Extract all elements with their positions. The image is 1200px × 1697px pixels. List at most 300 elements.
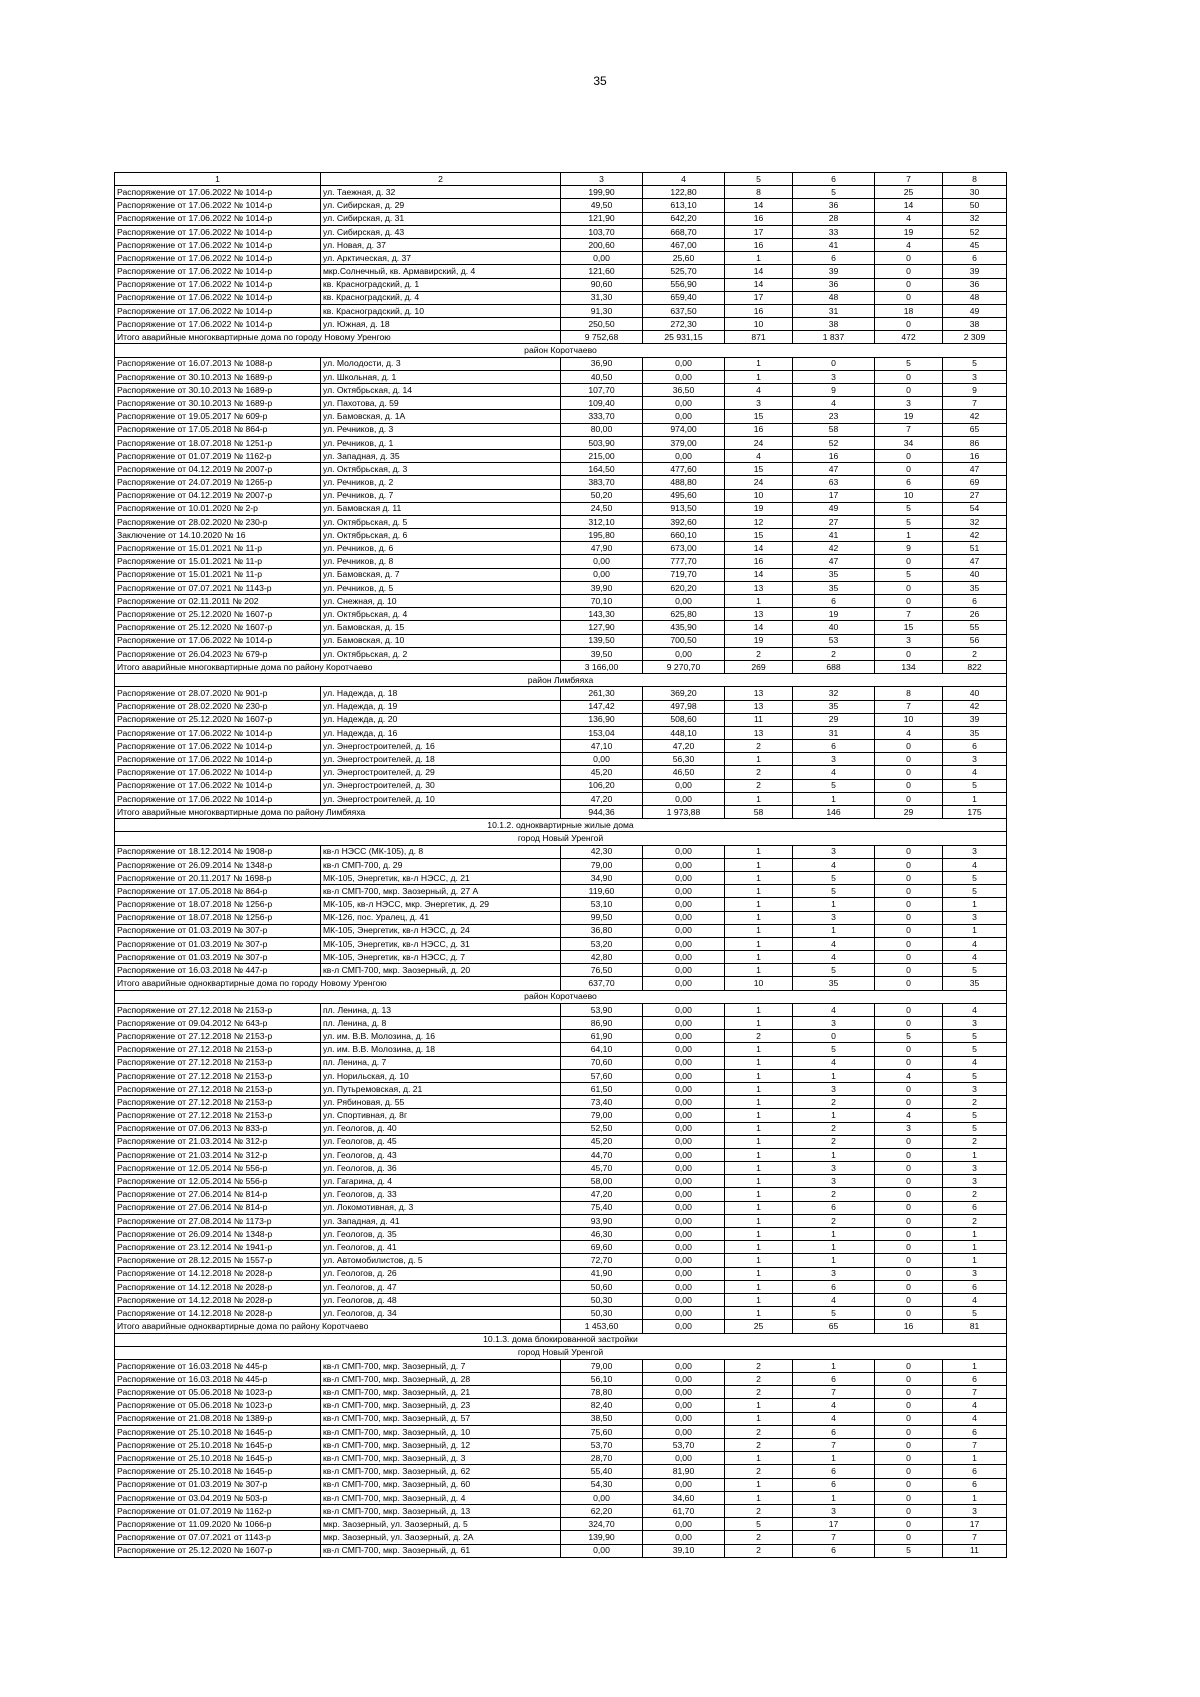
value-cell: 1 bbox=[725, 1109, 793, 1122]
table-row bbox=[115, 1531, 1007, 1544]
value-cell: 6 bbox=[943, 740, 1007, 753]
value-cell: 0,00 bbox=[561, 1544, 643, 1557]
table-row bbox=[115, 436, 1007, 449]
value-cell: 2 bbox=[793, 1096, 875, 1109]
value-cell: 36,90 bbox=[561, 357, 643, 370]
value-cell: 27 bbox=[943, 489, 1007, 502]
document-cell: Распоряжение от 17.06.2022 № 1014-р bbox=[115, 779, 321, 792]
value-cell: 0,00 bbox=[643, 792, 725, 805]
value-cell: 637,50 bbox=[643, 304, 725, 317]
value-cell: 3 bbox=[725, 397, 793, 410]
table-row bbox=[115, 713, 1007, 726]
value-cell: 5 bbox=[943, 779, 1007, 792]
document-cell: Распоряжение от 04.12.2019 № 2007-р bbox=[115, 463, 321, 476]
table-row bbox=[115, 199, 1007, 212]
table-row bbox=[115, 476, 1007, 489]
total-row bbox=[115, 660, 1007, 673]
table-row bbox=[115, 1293, 1007, 1306]
value-cell: 50,20 bbox=[561, 489, 643, 502]
value-cell: 64,10 bbox=[561, 1043, 643, 1056]
value-cell: 324,70 bbox=[561, 1518, 643, 1531]
document-cell: Распоряжение от 18.12.2014 № 1908-р bbox=[115, 845, 321, 858]
value-cell: 136,90 bbox=[561, 713, 643, 726]
value-cell: 3 bbox=[943, 1082, 1007, 1095]
value-cell: 6 bbox=[943, 595, 1007, 608]
value-cell: 2 bbox=[793, 1188, 875, 1201]
value-cell: 660,10 bbox=[643, 529, 725, 542]
address-cell: кв-л СМП-700, мкр. Заозерный, д. 61 bbox=[321, 1544, 561, 1557]
value-cell: 153,04 bbox=[561, 726, 643, 739]
value-cell: 0 bbox=[875, 595, 943, 608]
value-cell: 6 bbox=[943, 252, 1007, 265]
value-cell: 3 bbox=[793, 1504, 875, 1517]
value-cell: 1 bbox=[725, 1017, 793, 1030]
value-cell: 0 bbox=[875, 885, 943, 898]
value-cell: 7 bbox=[943, 397, 1007, 410]
value-cell: 0,00 bbox=[643, 595, 725, 608]
address-cell: кв. Красноградский, д. 4 bbox=[321, 291, 561, 304]
value-cell: 40 bbox=[943, 687, 1007, 700]
total-value: 35 bbox=[943, 977, 1007, 990]
value-cell: 0,00 bbox=[643, 1359, 725, 1372]
value-cell: 3 bbox=[943, 370, 1007, 383]
value-cell: 1 bbox=[725, 1188, 793, 1201]
value-cell: 2 bbox=[725, 1386, 793, 1399]
table-row bbox=[115, 252, 1007, 265]
page-number: 35 bbox=[593, 74, 607, 88]
value-cell: 24 bbox=[725, 436, 793, 449]
table-row bbox=[115, 1373, 1007, 1386]
table-row bbox=[115, 357, 1007, 370]
table-row bbox=[115, 595, 1007, 608]
table-row bbox=[115, 1465, 1007, 1478]
address-cell: ул. Таежная, д. 32 bbox=[321, 186, 561, 199]
table-row bbox=[115, 964, 1007, 977]
value-cell: 4 bbox=[943, 1003, 1007, 1016]
table-row bbox=[115, 1188, 1007, 1201]
total-value: 58 bbox=[725, 806, 793, 819]
value-cell: 195,80 bbox=[561, 529, 643, 542]
address-cell: ул. Арктическая, д. 37 bbox=[321, 252, 561, 265]
table-row bbox=[115, 885, 1007, 898]
value-cell: 2 bbox=[725, 740, 793, 753]
value-cell: 86,90 bbox=[561, 1017, 643, 1030]
value-cell: 28 bbox=[793, 212, 875, 225]
value-cell: 4 bbox=[875, 238, 943, 251]
value-cell: 3 bbox=[793, 911, 875, 924]
value-cell: 2 bbox=[793, 1122, 875, 1135]
value-cell: 7 bbox=[875, 608, 943, 621]
document-cell: Распоряжение от 16.03.2018 № 447-р bbox=[115, 964, 321, 977]
value-cell: 3 bbox=[943, 1162, 1007, 1175]
table-row bbox=[115, 397, 1007, 410]
value-cell: 55,40 bbox=[561, 1465, 643, 1478]
value-cell: 5 bbox=[875, 1544, 943, 1557]
value-cell: 19 bbox=[725, 634, 793, 647]
document-cell: Заключение от 14.10.2020 № 16 bbox=[115, 529, 321, 542]
table-row bbox=[115, 937, 1007, 950]
value-cell: 613,10 bbox=[643, 199, 725, 212]
value-cell: 1 bbox=[725, 871, 793, 884]
value-cell: 52 bbox=[793, 436, 875, 449]
value-cell: 0,00 bbox=[643, 1241, 725, 1254]
value-cell: 17 bbox=[793, 1518, 875, 1531]
value-cell: 2 bbox=[793, 1135, 875, 1148]
value-cell: 0 bbox=[875, 911, 943, 924]
value-cell: 121,60 bbox=[561, 265, 643, 278]
value-cell: 5 bbox=[943, 964, 1007, 977]
value-cell: 90,60 bbox=[561, 278, 643, 291]
value-cell: 0 bbox=[875, 1082, 943, 1095]
value-cell: 63 bbox=[793, 476, 875, 489]
value-cell: 11 bbox=[943, 1544, 1007, 1557]
value-cell: 76,50 bbox=[561, 964, 643, 977]
address-cell: ул. Октябрьская, д. 6 bbox=[321, 529, 561, 542]
section-heading-row bbox=[115, 344, 1007, 357]
value-cell: 53,10 bbox=[561, 898, 643, 911]
document-cell: Распоряжение от 28.02.2020 № 230-р bbox=[115, 700, 321, 713]
total-value: 81 bbox=[943, 1320, 1007, 1333]
value-cell: 6 bbox=[943, 1425, 1007, 1438]
value-cell: 777,70 bbox=[643, 555, 725, 568]
value-cell: 3 bbox=[793, 1082, 875, 1095]
value-cell: 15 bbox=[725, 463, 793, 476]
value-cell: 19 bbox=[793, 608, 875, 621]
value-cell: 18 bbox=[875, 304, 943, 317]
table-row bbox=[115, 1056, 1007, 1069]
value-cell: 39,90 bbox=[561, 581, 643, 594]
address-cell: кв-л СМП-700, мкр. Заозерный, д. 23 bbox=[321, 1399, 561, 1412]
document-cell: Распоряжение от 05.06.2018 № 1023-р bbox=[115, 1386, 321, 1399]
value-cell: 3 bbox=[943, 1267, 1007, 1280]
value-cell: 14 bbox=[725, 199, 793, 212]
document-cell: Распоряжение от 28.07.2020 № 901-р bbox=[115, 687, 321, 700]
value-cell: 1 bbox=[725, 792, 793, 805]
value-cell: 0 bbox=[875, 291, 943, 304]
value-cell: 6 bbox=[943, 1280, 1007, 1293]
value-cell: 0 bbox=[875, 951, 943, 964]
section-heading-row bbox=[115, 1333, 1007, 1346]
value-cell: 1 bbox=[725, 937, 793, 950]
value-cell: 5 bbox=[725, 1518, 793, 1531]
document-cell: Распоряжение от 27.12.2018 № 2153-р bbox=[115, 1003, 321, 1016]
value-cell: 2 bbox=[943, 1188, 1007, 1201]
value-cell: 50,60 bbox=[561, 1280, 643, 1293]
value-cell: 70,60 bbox=[561, 1056, 643, 1069]
value-cell: 41 bbox=[793, 238, 875, 251]
value-cell: 3 bbox=[793, 1175, 875, 1188]
value-cell: 1 bbox=[725, 1399, 793, 1412]
value-cell: 0,00 bbox=[643, 1003, 725, 1016]
value-cell: 7 bbox=[875, 423, 943, 436]
value-cell: 1 bbox=[793, 1491, 875, 1504]
value-cell: 0,00 bbox=[643, 779, 725, 792]
value-cell: 0 bbox=[875, 845, 943, 858]
total-value: 35 bbox=[793, 977, 875, 990]
value-cell: 86 bbox=[943, 436, 1007, 449]
value-cell: 36,80 bbox=[561, 924, 643, 937]
table-row bbox=[115, 740, 1007, 753]
value-cell: 0 bbox=[875, 1504, 943, 1517]
value-cell: 7 bbox=[793, 1439, 875, 1452]
value-cell: 1 bbox=[725, 357, 793, 370]
address-cell: пл. Ленина, д. 13 bbox=[321, 1003, 561, 1016]
table-row bbox=[115, 1241, 1007, 1254]
value-cell: 1 bbox=[725, 1148, 793, 1161]
address-cell: кв-л СМП-700, мкр. Заозерный, д. 7 bbox=[321, 1359, 561, 1372]
value-cell: 508,60 bbox=[643, 713, 725, 726]
value-cell: 5 bbox=[943, 1307, 1007, 1320]
value-cell: 1 bbox=[725, 1241, 793, 1254]
value-cell: 40 bbox=[793, 621, 875, 634]
value-cell: 53,70 bbox=[561, 1439, 643, 1452]
value-cell: 70,10 bbox=[561, 595, 643, 608]
value-cell: 1 bbox=[725, 1201, 793, 1214]
total-label: Итого аварийные многоквартирные дома по городу Новому Уренгою bbox=[115, 331, 561, 344]
table-row bbox=[115, 463, 1007, 476]
table-row bbox=[115, 1491, 1007, 1504]
value-cell: 497,98 bbox=[643, 700, 725, 713]
value-cell: 1 bbox=[725, 595, 793, 608]
address-cell: ул. Бамовская д. 11 bbox=[321, 502, 561, 515]
value-cell: 0 bbox=[875, 1465, 943, 1478]
value-cell: 0 bbox=[875, 1399, 943, 1412]
value-cell: 0 bbox=[875, 1188, 943, 1201]
value-cell: 0 bbox=[793, 1030, 875, 1043]
value-cell: 35 bbox=[943, 581, 1007, 594]
value-cell: 673,00 bbox=[643, 542, 725, 555]
value-cell: 2 bbox=[943, 1096, 1007, 1109]
value-cell: 1 bbox=[725, 1280, 793, 1293]
value-cell: 50,30 bbox=[561, 1307, 643, 1320]
value-cell: 0,00 bbox=[561, 555, 643, 568]
value-cell: 56,30 bbox=[643, 753, 725, 766]
value-cell: 46,30 bbox=[561, 1228, 643, 1241]
value-cell: 5 bbox=[943, 1043, 1007, 1056]
value-cell: 6 bbox=[793, 1280, 875, 1293]
address-cell: ул. Путьремовская, д. 21 bbox=[321, 1082, 561, 1095]
value-cell: 61,70 bbox=[643, 1504, 725, 1517]
value-cell: 0,00 bbox=[643, 1069, 725, 1082]
value-cell: 0,00 bbox=[643, 1228, 725, 1241]
document-cell: Распоряжение от 11.09.2020 № 1066-р bbox=[115, 1518, 321, 1531]
value-cell: 5 bbox=[793, 1043, 875, 1056]
value-cell: 0,00 bbox=[643, 410, 725, 423]
value-cell: 47,90 bbox=[561, 542, 643, 555]
value-cell: 0 bbox=[875, 1452, 943, 1465]
value-cell: 7 bbox=[943, 1386, 1007, 1399]
value-cell: 1 bbox=[725, 1452, 793, 1465]
value-cell: 6 bbox=[793, 740, 875, 753]
address-cell: ул. Бамовская, д. 10 bbox=[321, 634, 561, 647]
value-cell: 1 bbox=[943, 898, 1007, 911]
value-cell: 75,40 bbox=[561, 1201, 643, 1214]
value-cell: 61,50 bbox=[561, 1082, 643, 1095]
document-cell: Распоряжение от 17.06.2022 № 1014-р bbox=[115, 318, 321, 331]
table-row bbox=[115, 1307, 1007, 1320]
total-value: 944,36 bbox=[561, 806, 643, 819]
total-value: 25 931,15 bbox=[643, 331, 725, 344]
address-cell: ул. Бамовская, д. 1А bbox=[321, 410, 561, 423]
total-value: 25 bbox=[725, 1320, 793, 1333]
document-cell: Распоряжение от 07.07.2021 от 1143-р bbox=[115, 1531, 321, 1544]
value-cell: 0 bbox=[875, 766, 943, 779]
table-row bbox=[115, 265, 1007, 278]
value-cell: 35 bbox=[793, 700, 875, 713]
address-cell: МК-126, пос. Уралец, д. 41 bbox=[321, 911, 561, 924]
value-cell: 1 bbox=[793, 1254, 875, 1267]
value-cell: 51 bbox=[943, 542, 1007, 555]
value-cell: 0 bbox=[875, 1412, 943, 1425]
value-cell: 23 bbox=[793, 410, 875, 423]
value-cell: 58,00 bbox=[561, 1175, 643, 1188]
document-cell: Распоряжение от 17.06.2022 № 1014-р bbox=[115, 634, 321, 647]
value-cell: 6 bbox=[793, 1465, 875, 1478]
table-row bbox=[115, 1030, 1007, 1043]
table-row bbox=[115, 1452, 1007, 1465]
value-cell: 1 bbox=[793, 1069, 875, 1082]
column-number: 2 bbox=[321, 173, 561, 186]
value-cell: 58 bbox=[793, 423, 875, 436]
value-cell: 0,00 bbox=[643, 1280, 725, 1293]
document-cell: Распоряжение от 17.06.2022 № 1014-р bbox=[115, 792, 321, 805]
value-cell: 26 bbox=[943, 608, 1007, 621]
document-cell: Распоряжение от 17.06.2022 № 1014-р bbox=[115, 186, 321, 199]
value-cell: 5 bbox=[875, 515, 943, 528]
document-cell: Распоряжение от 25.12.2020 № 1607-р bbox=[115, 713, 321, 726]
value-cell: 1 bbox=[725, 885, 793, 898]
address-cell: кв-л СМП-700, мкр. Заозерный, д. 62 bbox=[321, 1465, 561, 1478]
section-heading: район Коротчаево bbox=[115, 990, 1007, 1003]
value-cell: 0 bbox=[875, 858, 943, 871]
value-cell: 2 bbox=[725, 1359, 793, 1372]
document-cell: Распоряжение от 01.03.2019 № 307-р bbox=[115, 937, 321, 950]
address-cell: ул. Школьная, д. 1 bbox=[321, 370, 561, 383]
value-cell: 47 bbox=[943, 555, 1007, 568]
address-cell: кв-л СМП-700, мкр. Заозерный, д. 4 bbox=[321, 1491, 561, 1504]
value-cell: 1 bbox=[725, 1228, 793, 1241]
value-cell: 103,70 bbox=[561, 225, 643, 238]
value-cell: 47,20 bbox=[561, 792, 643, 805]
value-cell: 42 bbox=[943, 529, 1007, 542]
total-value: 269 bbox=[725, 660, 793, 673]
document-cell: Распоряжение от 27.08.2014 № 1173-р bbox=[115, 1214, 321, 1227]
value-cell: 39 bbox=[943, 265, 1007, 278]
total-row bbox=[115, 806, 1007, 819]
document-cell: Распоряжение от 12.05.2014 № 556-р bbox=[115, 1175, 321, 1188]
document-cell: Распоряжение от 17.06.2022 № 1014-р bbox=[115, 252, 321, 265]
section-heading: 10.1.3. дома блокированной застройки bbox=[115, 1333, 1007, 1346]
value-cell: 16 bbox=[725, 212, 793, 225]
value-cell: 48 bbox=[793, 291, 875, 304]
value-cell: 0 bbox=[875, 1425, 943, 1438]
value-cell: 6 bbox=[793, 1373, 875, 1386]
document-cell: Распоряжение от 27.06.2014 № 814-р bbox=[115, 1201, 321, 1214]
document-cell: Распоряжение от 15.01.2021 № 11-р bbox=[115, 555, 321, 568]
value-cell: 14 bbox=[725, 621, 793, 634]
address-cell: ул. Надежда, д. 20 bbox=[321, 713, 561, 726]
value-cell: 0,00 bbox=[643, 1267, 725, 1280]
value-cell: 14 bbox=[725, 265, 793, 278]
value-cell: 32 bbox=[793, 687, 875, 700]
value-cell: 45,20 bbox=[561, 1135, 643, 1148]
table-row bbox=[115, 1412, 1007, 1425]
document-cell: Распоряжение от 17.06.2022 № 1014-р bbox=[115, 225, 321, 238]
table-row bbox=[115, 634, 1007, 647]
value-cell: 109,40 bbox=[561, 397, 643, 410]
value-cell: 164,50 bbox=[561, 463, 643, 476]
value-cell: 5 bbox=[943, 1030, 1007, 1043]
value-cell: 0,00 bbox=[643, 1201, 725, 1214]
document-cell: Распоряжение от 27.12.2018 № 2153-р bbox=[115, 1096, 321, 1109]
address-cell: ул. Энергостроителей, д. 16 bbox=[321, 740, 561, 753]
value-cell: 0,00 bbox=[561, 1491, 643, 1504]
address-cell: ул. Геологов, д. 26 bbox=[321, 1267, 561, 1280]
document-cell: Распоряжение от 04.12.2019 № 2007-р bbox=[115, 489, 321, 502]
value-cell: 250,50 bbox=[561, 318, 643, 331]
value-cell: 1 bbox=[725, 1162, 793, 1175]
table-row bbox=[115, 911, 1007, 924]
table-row bbox=[115, 212, 1007, 225]
address-cell: ул. Геологов, д. 36 bbox=[321, 1162, 561, 1175]
value-cell: 0 bbox=[875, 1096, 943, 1109]
value-cell: 0 bbox=[875, 740, 943, 753]
value-cell: 16 bbox=[943, 449, 1007, 462]
total-value: 637,70 bbox=[561, 977, 643, 990]
column-number-row bbox=[115, 173, 1007, 186]
document-cell: Распоряжение от 27.12.2018 № 2153-р bbox=[115, 1030, 321, 1043]
value-cell: 17 bbox=[725, 291, 793, 304]
value-cell: 668,70 bbox=[643, 225, 725, 238]
value-cell: 53,90 bbox=[561, 1003, 643, 1016]
document-cell: Распоряжение от 27.12.2018 № 2153-р bbox=[115, 1043, 321, 1056]
value-cell: 42 bbox=[943, 700, 1007, 713]
address-cell: ул. им. В.В. Молозина, д. 16 bbox=[321, 1030, 561, 1043]
value-cell: 0 bbox=[875, 1293, 943, 1306]
value-cell: 10 bbox=[875, 713, 943, 726]
document-cell: Распоряжение от 27.12.2018 № 2153-р bbox=[115, 1056, 321, 1069]
value-cell: 2 bbox=[943, 647, 1007, 660]
total-row bbox=[115, 331, 1007, 344]
value-cell: 0 bbox=[875, 463, 943, 476]
table-row bbox=[115, 238, 1007, 251]
document-cell: Распоряжение от 16.03.2018 № 445-р bbox=[115, 1359, 321, 1372]
document-cell: Распоряжение от 26.04.2023 № 679-р bbox=[115, 647, 321, 660]
value-cell: 5 bbox=[943, 1109, 1007, 1122]
value-cell: 383,70 bbox=[561, 476, 643, 489]
value-cell: 0,00 bbox=[643, 1162, 725, 1175]
value-cell: 0 bbox=[875, 384, 943, 397]
address-cell: ул. Геологов, д. 47 bbox=[321, 1280, 561, 1293]
address-cell: МК-105, Энергетик, кв-л НЭСС, д. 7 bbox=[321, 951, 561, 964]
document-cell: Распоряжение от 17.06.2022 № 1014-р bbox=[115, 726, 321, 739]
value-cell: 6 bbox=[793, 1425, 875, 1438]
total-value: 16 bbox=[875, 1320, 943, 1333]
address-cell: ул. Геологов, д. 43 bbox=[321, 1148, 561, 1161]
value-cell: 10 bbox=[725, 318, 793, 331]
total-value: 0 bbox=[875, 977, 943, 990]
value-cell: 5 bbox=[943, 357, 1007, 370]
value-cell: 719,70 bbox=[643, 568, 725, 581]
value-cell: 6 bbox=[793, 1544, 875, 1557]
document-cell: Распоряжение от 03.04.2019 № 503-р bbox=[115, 1491, 321, 1504]
document-cell: Распоряжение от 27.06.2014 № 814-р bbox=[115, 1188, 321, 1201]
table-row bbox=[115, 529, 1007, 542]
value-cell: 2 bbox=[943, 1135, 1007, 1148]
value-cell: 6 bbox=[943, 1465, 1007, 1478]
document-cell: Распоряжение от 18.07.2018 № 1251-р bbox=[115, 436, 321, 449]
document-cell: Распоряжение от 18.07.2018 № 1256-р bbox=[115, 898, 321, 911]
